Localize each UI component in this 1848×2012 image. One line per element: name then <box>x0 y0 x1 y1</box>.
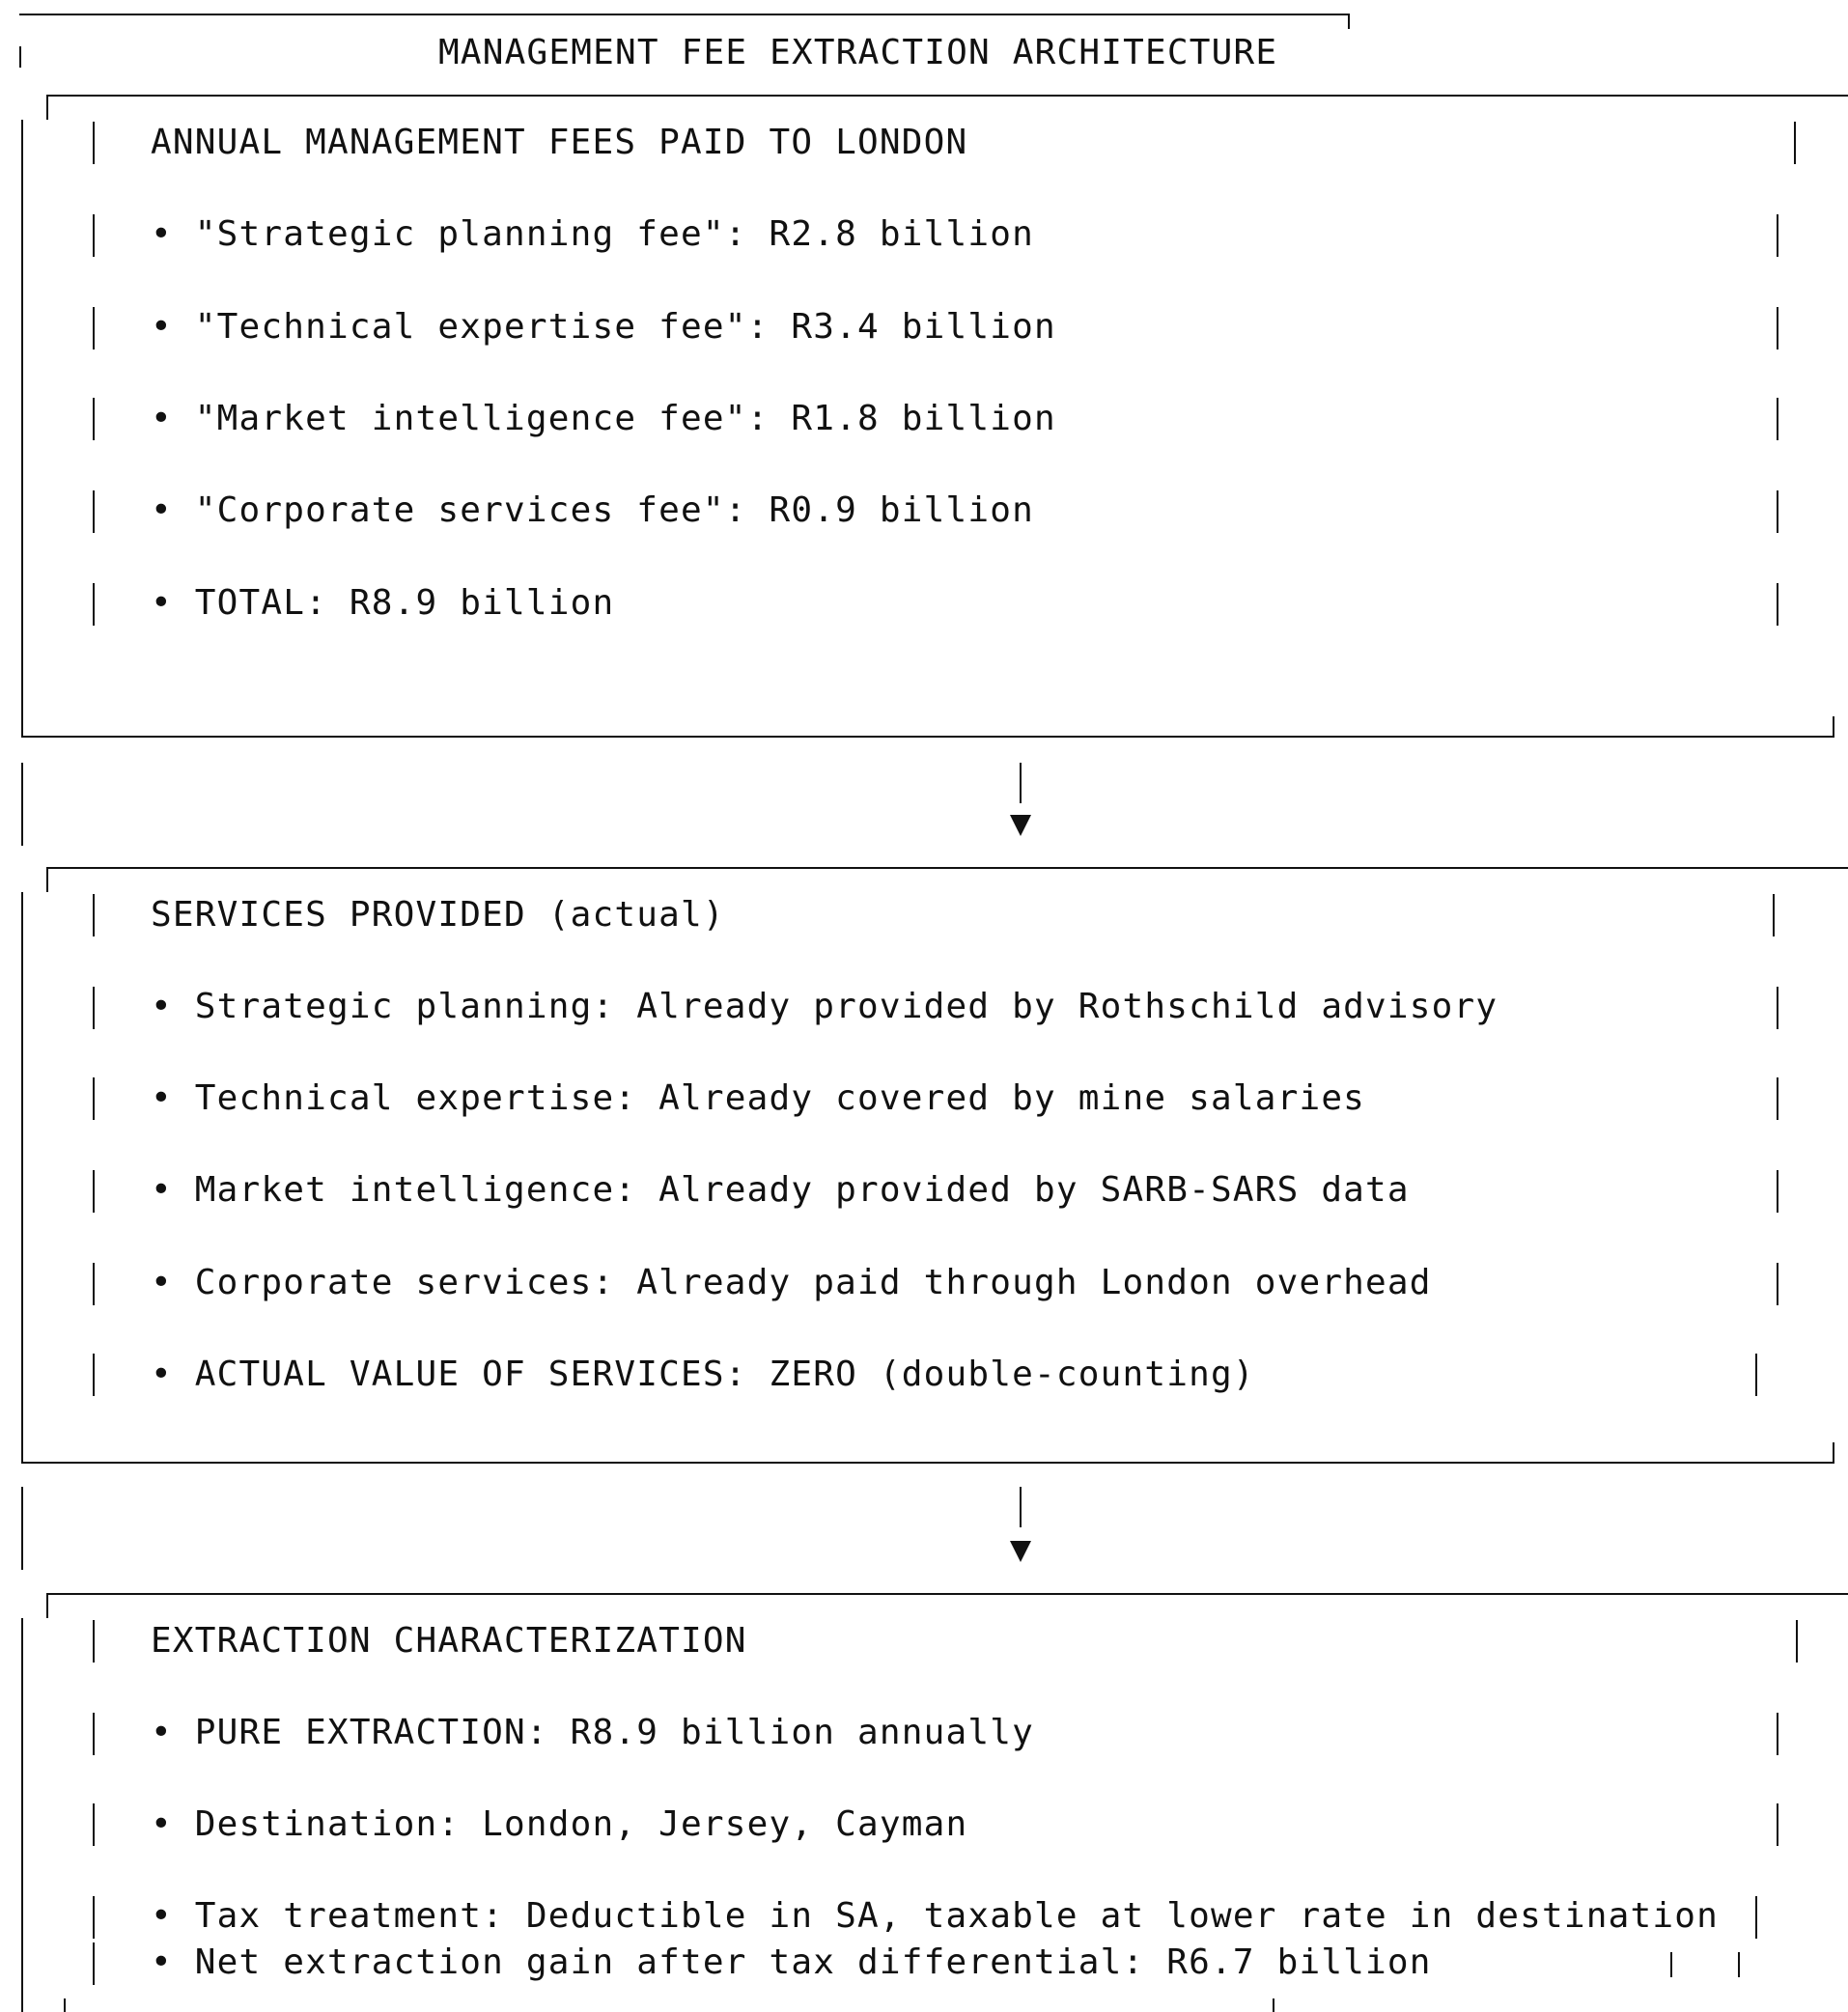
outer-frame-top-right-tick <box>1348 14 1350 29</box>
box1-left-border <box>21 120 23 738</box>
box1-bottom-right-tick <box>1833 716 1834 738</box>
row-bar-left <box>93 1077 95 1120</box>
row-bar-left <box>93 398 95 440</box>
row-bar-right <box>1777 398 1778 440</box>
row-bar-right <box>1777 214 1778 257</box>
list-item: • Net extraction gain after tax differential: R6.7 billion <box>151 1942 1432 1982</box>
row-bar-left <box>93 1354 95 1396</box>
list-item: • Destination: London, Jersey, Cayman <box>151 1804 968 1844</box>
down-arrow-icon <box>1010 815 1031 836</box>
bottom-tick <box>64 1998 66 2012</box>
connector-line <box>1020 763 1022 803</box>
list-item: • Strategic planning: Already provided by Rothschild advisory <box>151 987 1498 1026</box>
row-bar-right <box>1773 894 1775 936</box>
row-bar-left <box>93 1896 95 1939</box>
row-bar-right <box>1777 490 1778 533</box>
row-bar-left <box>93 214 95 257</box>
connector-line <box>1020 1487 1022 1527</box>
frame-left-segment <box>21 763 23 846</box>
bottom-tick <box>1273 1998 1274 2012</box>
box1-top-left-tick <box>46 95 48 120</box>
row-bar-right <box>1755 1896 1757 1939</box>
row-bar-left <box>93 1263 95 1305</box>
outer-frame-left-tick <box>19 46 21 68</box>
list-item: • ACTUAL VALUE OF SERVICES: ZERO (double-counting) <box>151 1355 1255 1394</box>
list-item: • "Market intelligence fee": R1.8 billion <box>151 399 1056 438</box>
row-bar-right <box>1777 987 1778 1029</box>
down-arrow-icon <box>1010 1541 1031 1562</box>
row-bar-left <box>93 307 95 349</box>
box2-top-border <box>46 867 1848 869</box>
list-item: • TOTAL: R8.9 billion <box>151 583 615 623</box>
row-bar-left <box>93 122 95 164</box>
list-item: • Corporate services: Already paid through London overhead <box>151 1263 1432 1302</box>
list-item: • "Strategic planning fee": R2.8 billion <box>151 214 1034 254</box>
row-bar-right <box>1670 1952 1672 1977</box>
box3-top-left-tick <box>46 1593 48 1618</box>
row-bar-left <box>93 894 95 936</box>
box3-left-border <box>21 1618 23 2012</box>
row-bar-left <box>93 1170 95 1213</box>
list-item: • Tax treatment: Deductible in SA, taxable at lower rate in destination <box>151 1896 1720 1936</box>
box3-top-border <box>46 1593 1848 1595</box>
row-bar-right <box>1796 1620 1798 1663</box>
row-bar-right <box>1777 307 1778 349</box>
box2-heading: SERVICES PROVIDED (actual) <box>151 895 725 935</box>
row-bar-left <box>93 987 95 1029</box>
box3-heading: EXTRACTION CHARACTERIZATION <box>151 1621 747 1661</box>
box2-bottom-right-tick <box>1833 1442 1834 1464</box>
list-item: • Market intelligence: Already provided by SARB-SARS data <box>151 1170 1410 1210</box>
row-bar-right <box>1777 583 1778 626</box>
row-bar-right <box>1777 1077 1778 1120</box>
row-bar-right <box>1755 1354 1757 1396</box>
row-bar-left <box>93 1803 95 1846</box>
row-bar-right <box>1777 1713 1778 1755</box>
list-item: • Technical expertise: Already covered by mine salaries <box>151 1078 1366 1118</box>
list-item: • "Technical expertise fee": R3.4 billion <box>151 307 1056 347</box>
row-bar-left <box>93 1620 95 1663</box>
row-bar-left <box>93 1942 95 1985</box>
list-item: • "Corporate services fee": R0.9 billion <box>151 490 1034 530</box>
row-bar-right <box>1738 1952 1740 1977</box>
row-bar-right <box>1794 122 1796 164</box>
box1-heading: ANNUAL MANAGEMENT FEES PAID TO LONDON <box>151 123 968 162</box>
row-bar-left <box>93 583 95 626</box>
box2-top-left-tick <box>46 867 48 892</box>
row-bar-left <box>93 1713 95 1755</box>
diagram-title: MANAGEMENT FEE EXTRACTION ARCHITECTURE <box>438 33 1278 72</box>
frame-left-segment <box>21 1487 23 1570</box>
box1-top-border <box>46 95 1848 97</box>
row-bar-right <box>1777 1170 1778 1213</box>
row-bar-right <box>1777 1263 1778 1305</box>
outer-frame-top <box>19 14 1350 15</box>
box2-bottom-border <box>21 1462 1834 1464</box>
row-bar-right <box>1777 1803 1778 1846</box>
row-bar-left <box>93 490 95 533</box>
list-item: • PURE EXTRACTION: R8.9 billion annually <box>151 1713 1034 1752</box>
box2-left-border <box>21 892 23 1464</box>
box1-bottom-border <box>21 736 1834 738</box>
